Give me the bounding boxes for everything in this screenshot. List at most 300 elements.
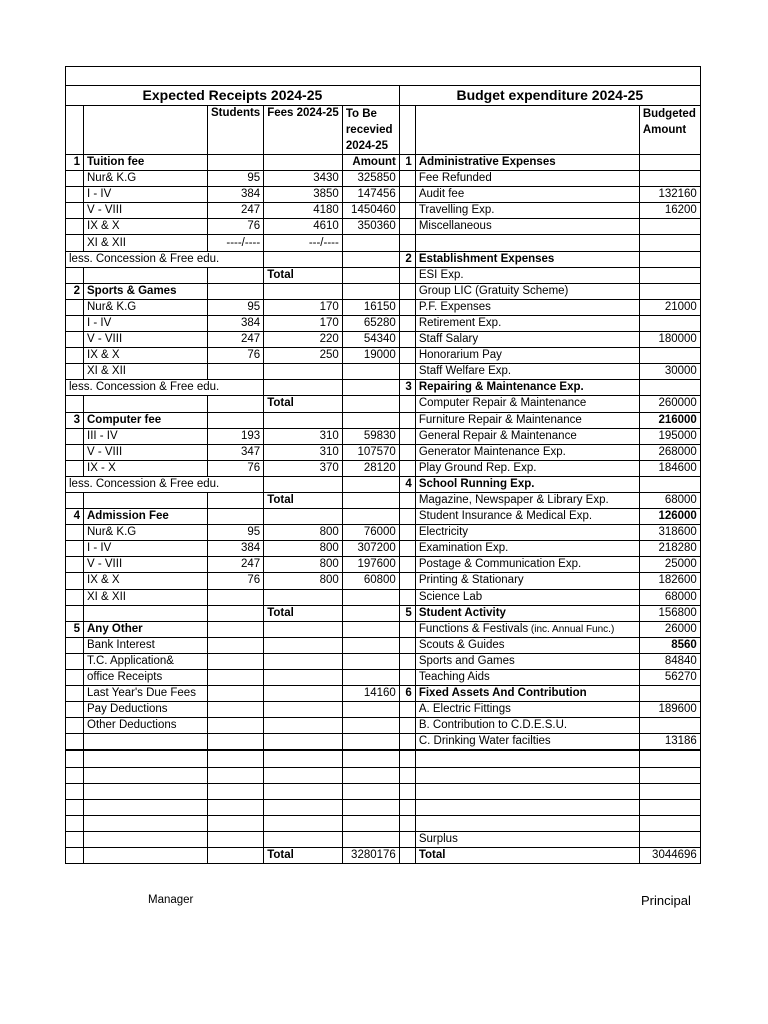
expense-label: Computer Repair & Maintenance <box>415 396 639 412</box>
table-row <box>66 734 701 751</box>
expense-label <box>415 815 639 831</box>
students-count <box>208 509 264 525</box>
receipt-number <box>66 267 84 283</box>
table-row <box>66 267 701 283</box>
concession-label: less. Concession & Free edu. <box>66 476 264 492</box>
students-count <box>208 783 264 799</box>
receipt-label: Pay Deductions <box>84 702 208 718</box>
budgeted-amount: 26000 <box>639 621 700 637</box>
receipt-label: I - IV <box>84 315 208 331</box>
expense-label <box>415 750 639 767</box>
expense-label: Scouts & Guides <box>415 637 639 653</box>
receipt-amount <box>342 364 399 380</box>
expense-number <box>399 444 415 460</box>
table-row <box>66 525 701 541</box>
expense-label: Teaching Aids <box>415 670 639 686</box>
students-count <box>208 492 264 508</box>
fee-amount <box>264 750 343 767</box>
expense-label: Audit fee <box>415 187 639 203</box>
fee-amount: 3850 <box>264 187 343 203</box>
budget-sheet <box>65 66 701 908</box>
fee-amount <box>264 364 343 380</box>
expense-number <box>399 219 415 235</box>
expense-number <box>399 428 415 444</box>
receipt-amount <box>342 815 399 831</box>
table-row <box>66 428 701 444</box>
receipt-number <box>66 428 84 444</box>
expense-number <box>399 831 415 847</box>
students-count <box>208 718 264 734</box>
receipt-label <box>84 848 208 864</box>
expense-number <box>399 460 415 476</box>
budgeted-amount: 132160 <box>639 187 700 203</box>
fee-amount: 170 <box>264 315 343 331</box>
receipt-number <box>66 299 84 315</box>
receipt-label <box>84 815 208 831</box>
receipt-label: IX - X <box>84 460 208 476</box>
table-row <box>66 219 701 235</box>
table-row <box>66 171 701 187</box>
expense-label: Miscellaneous <box>415 219 639 235</box>
table-row <box>66 848 701 864</box>
concession-label: less. Concession & Free edu. <box>66 380 264 396</box>
receipt-number <box>66 541 84 557</box>
fee-amount: Total <box>264 492 343 508</box>
students-count <box>208 815 264 831</box>
expense-label: Honorarium Pay <box>415 348 639 364</box>
expense-label: Student Activity <box>415 605 639 621</box>
expense-number <box>399 525 415 541</box>
receipt-amount: 147456 <box>342 187 399 203</box>
table-row <box>66 235 701 251</box>
expense-label: Postage & Communication Exp. <box>415 557 639 573</box>
students-count <box>208 799 264 815</box>
expense-number <box>399 509 415 525</box>
expense-number <box>399 332 415 348</box>
expense-label: Furniture Repair & Maintenance <box>415 412 639 428</box>
students-count <box>208 734 264 751</box>
fee-amount <box>264 412 343 428</box>
budgeted-amount: 126000 <box>639 509 700 525</box>
students-count: 76 <box>208 348 264 364</box>
table-row <box>66 155 701 171</box>
budgeted-amount <box>639 235 700 251</box>
students-count: 247 <box>208 203 264 219</box>
receipt-amount: 19000 <box>342 348 399 364</box>
expense-number <box>399 702 415 718</box>
receipt-amount: 60800 <box>342 573 399 589</box>
expense-label: Functions & Festivals (inc. Annual Func.) <box>415 621 639 637</box>
expense-number <box>399 396 415 412</box>
receipt-amount <box>342 476 399 492</box>
receipt-amount: 1450460 <box>342 203 399 219</box>
budgeted-amount <box>639 799 700 815</box>
top-blank-cell <box>66 67 701 86</box>
budgeted-amount: 56270 <box>639 670 700 686</box>
table-row <box>66 348 701 364</box>
fee-amount <box>264 831 343 847</box>
budgeted-amount <box>639 348 700 364</box>
receipt-label: XI & XII <box>84 364 208 380</box>
expense-label: Total <box>415 848 639 864</box>
receipt-amount <box>342 492 399 508</box>
students-count <box>208 412 264 428</box>
budgeted-amount: 16200 <box>639 203 700 219</box>
expense-label: Repairing & Maintenance Exp. <box>415 380 639 396</box>
students-count <box>208 283 264 299</box>
students-count: 95 <box>208 525 264 541</box>
budgeted-amount: 195000 <box>639 428 700 444</box>
column-header-row <box>66 106 701 155</box>
expense-label: Magazine, Newspaper & Library Exp. <box>415 492 639 508</box>
table-row <box>66 444 701 460</box>
table-row <box>66 492 701 508</box>
budgeted-amount: 68000 <box>639 492 700 508</box>
table-row <box>66 283 701 299</box>
manager-signature: Manager <box>148 894 194 906</box>
budgeted-amount <box>639 718 700 734</box>
budgeted-amount <box>639 750 700 767</box>
receipt-number <box>66 219 84 235</box>
students-count <box>208 831 264 847</box>
receipt-amount: 16150 <box>342 299 399 315</box>
budgeted-amount <box>639 283 700 299</box>
receipt-amount: 3280176 <box>342 848 399 864</box>
receipt-label: Tuition fee <box>84 155 208 171</box>
receipt-amount: 197600 <box>342 557 399 573</box>
students-count <box>208 364 264 380</box>
expense-label: Group LIC (Gratuity Scheme) <box>415 283 639 299</box>
students-count <box>208 848 264 864</box>
blank-header-cell <box>84 106 208 155</box>
table-row <box>66 380 701 396</box>
students-count <box>208 653 264 669</box>
receipt-label: III - IV <box>84 428 208 444</box>
table-row <box>66 509 701 525</box>
budgeted-amount: 260000 <box>639 396 700 412</box>
expense-label: P.F. Expenses <box>415 299 639 315</box>
table-row <box>66 589 701 605</box>
fee-amount <box>264 653 343 669</box>
fee-amount <box>264 589 343 605</box>
expense-label: A. Electric Fittings <box>415 702 639 718</box>
budgeted-amount: 218280 <box>639 541 700 557</box>
expense-label <box>415 799 639 815</box>
expense-label: Fixed Assets And Contribution <box>415 686 639 702</box>
receipt-number <box>66 235 84 251</box>
expense-label: Retirement Exp. <box>415 315 639 331</box>
expense-number <box>399 203 415 219</box>
budgeted-amount <box>639 267 700 283</box>
expense-number <box>399 621 415 637</box>
expense-label: Surplus <box>415 831 639 847</box>
fee-amount <box>264 476 343 492</box>
receipt-label: V - VIII <box>84 203 208 219</box>
receipt-amount <box>342 653 399 669</box>
budgeted-amount-header <box>639 106 700 155</box>
students-count: 193 <box>208 428 264 444</box>
budgeted-amount <box>639 767 700 783</box>
receipt-label <box>84 831 208 847</box>
fee-amount: 220 <box>264 332 343 348</box>
blank-header-cell <box>415 106 639 155</box>
table-row <box>66 299 701 315</box>
receipt-number <box>66 171 84 187</box>
receipt-number <box>66 315 84 331</box>
expense-label: General Repair & Maintenance <box>415 428 639 444</box>
students-count: 347 <box>208 444 264 460</box>
fee-amount: Total <box>264 396 343 412</box>
table-row <box>66 799 701 815</box>
students-count: 76 <box>208 573 264 589</box>
receipt-label <box>84 767 208 783</box>
expense-label: Examination Exp. <box>415 541 639 557</box>
fee-amount: 4180 <box>264 203 343 219</box>
top-blank-row <box>66 67 701 86</box>
students-count <box>208 396 264 412</box>
fee-amount: 800 <box>264 557 343 573</box>
expense-number <box>399 299 415 315</box>
expense-number <box>399 364 415 380</box>
receipt-amount <box>342 605 399 621</box>
fee-amount <box>264 815 343 831</box>
receipt-amount: 14160 <box>342 686 399 702</box>
receipt-number <box>66 348 84 364</box>
expense-number <box>399 541 415 557</box>
receipt-label: IX & X <box>84 573 208 589</box>
fee-amount: 800 <box>264 541 343 557</box>
receipt-amount: 54340 <box>342 332 399 348</box>
receipt-number <box>66 492 84 508</box>
expense-number <box>399 283 415 299</box>
receipt-label <box>84 799 208 815</box>
students-count: 384 <box>208 187 264 203</box>
budgeted-amount: 318600 <box>639 525 700 541</box>
expense-label: Establishment Expenses <box>415 251 639 267</box>
receipt-amount <box>342 509 399 525</box>
table-row <box>66 750 701 767</box>
receipt-amount: 65280 <box>342 315 399 331</box>
receipt-amount <box>342 767 399 783</box>
expense-label: Fee Refunded <box>415 171 639 187</box>
students-count <box>208 155 264 171</box>
budgeted-amount: 30000 <box>639 364 700 380</box>
fee-amount: Total <box>264 848 343 864</box>
budgeted-amount: 68000 <box>639 589 700 605</box>
receipt-number <box>66 203 84 219</box>
fee-amount: 4610 <box>264 219 343 235</box>
table-row <box>66 815 701 831</box>
fee-amount <box>264 637 343 653</box>
expense-label <box>415 767 639 783</box>
receipt-number: 5 <box>66 621 84 637</box>
receipt-amount: 59830 <box>342 428 399 444</box>
budgeted-amount: 156800 <box>639 605 700 621</box>
receipt-label <box>84 605 208 621</box>
receipt-amount <box>342 251 399 267</box>
fees-header: Fees 2024-25 <box>264 106 343 155</box>
receipt-label: V - VIII <box>84 332 208 348</box>
expense-number <box>399 348 415 364</box>
fee-amount <box>264 380 343 396</box>
receipt-label: Nur& K.G <box>84 299 208 315</box>
receipt-amount: 325850 <box>342 171 399 187</box>
students-count <box>208 686 264 702</box>
receipt-number <box>66 653 84 669</box>
receipt-number <box>66 589 84 605</box>
students-count <box>208 605 264 621</box>
expense-number <box>399 637 415 653</box>
receipt-label: Computer fee <box>84 412 208 428</box>
fee-amount: 3430 <box>264 171 343 187</box>
students-count: 384 <box>208 541 264 557</box>
table-row <box>66 332 701 348</box>
receipt-number: 3 <box>66 412 84 428</box>
expense-number <box>399 653 415 669</box>
students-count: ----/---- <box>208 235 264 251</box>
receipt-amount <box>342 750 399 767</box>
receipt-amount <box>342 831 399 847</box>
table-row <box>66 831 701 847</box>
receipt-label: office Receipts <box>84 670 208 686</box>
receipt-number <box>66 444 84 460</box>
expense-number <box>399 750 415 767</box>
budgeted-amount-text: Budgeted Amount <box>642 108 696 136</box>
budgeted-amount <box>639 815 700 831</box>
expense-label <box>415 235 639 251</box>
receipt-number <box>66 783 84 799</box>
receipt-label: IX & X <box>84 219 208 235</box>
principal-signature: Principal <box>641 893 691 908</box>
fee-amount <box>264 718 343 734</box>
expense-label: Staff Welfare Exp. <box>415 364 639 380</box>
table-row <box>66 718 701 734</box>
receipt-number <box>66 605 84 621</box>
receipt-amount <box>342 734 399 751</box>
receipt-number <box>66 670 84 686</box>
budgeted-amount <box>639 476 700 492</box>
receipt-amount <box>342 670 399 686</box>
expense-number: 1 <box>399 155 415 171</box>
budgeted-amount: 189600 <box>639 702 700 718</box>
receipt-number <box>66 573 84 589</box>
fee-amount <box>264 155 343 171</box>
receipt-number: 2 <box>66 283 84 299</box>
receipt-amount: 107570 <box>342 444 399 460</box>
table-row <box>66 573 701 589</box>
table-row <box>66 187 701 203</box>
expense-label: Staff Salary <box>415 332 639 348</box>
receipt-label: XI & XII <box>84 589 208 605</box>
expense-number: 6 <box>399 686 415 702</box>
expense-label: Student Insurance & Medical Exp. <box>415 509 639 525</box>
receipt-number <box>66 525 84 541</box>
receipt-label <box>84 267 208 283</box>
receipt-amount <box>342 235 399 251</box>
blank-header-cell <box>66 106 84 155</box>
receipt-label: Admission Fee <box>84 509 208 525</box>
receipt-number <box>66 750 84 767</box>
budgeted-amount: 184600 <box>639 460 700 476</box>
table-row <box>66 460 701 476</box>
table-row <box>66 605 701 621</box>
students-count: 76 <box>208 460 264 476</box>
table-row <box>66 783 701 799</box>
receipt-amount <box>342 702 399 718</box>
expense-number <box>399 187 415 203</box>
budgeted-amount <box>639 171 700 187</box>
fee-amount: ---/---- <box>264 235 343 251</box>
receipt-number <box>66 831 84 847</box>
fee-amount <box>264 799 343 815</box>
receipt-label: V - VIII <box>84 557 208 573</box>
budgeted-amount <box>639 155 700 171</box>
expenditure-title: Budget expenditure 2024-25 <box>399 86 700 106</box>
expense-number <box>399 815 415 831</box>
receipt-number <box>66 637 84 653</box>
expense-number <box>399 492 415 508</box>
expense-number <box>399 848 415 864</box>
students-count <box>208 767 264 783</box>
fee-amount <box>264 686 343 702</box>
receipt-number <box>66 332 84 348</box>
expense-number: 2 <box>399 251 415 267</box>
expense-number <box>399 670 415 686</box>
receipt-number <box>66 557 84 573</box>
budgeted-amount: 182600 <box>639 573 700 589</box>
receipt-amount <box>342 589 399 605</box>
receipt-amount <box>342 380 399 396</box>
receipt-label <box>84 783 208 799</box>
fee-amount: 170 <box>264 299 343 315</box>
students-count <box>208 702 264 718</box>
students-count: 247 <box>208 332 264 348</box>
expense-number <box>399 267 415 283</box>
receipt-number <box>66 460 84 476</box>
fee-amount: 800 <box>264 573 343 589</box>
expense-number <box>399 557 415 573</box>
receipt-label: XI & XII <box>84 235 208 251</box>
expense-number <box>399 573 415 589</box>
receipt-amount: 76000 <box>342 525 399 541</box>
table-row <box>66 412 701 428</box>
expense-number <box>399 315 415 331</box>
fee-amount: 310 <box>264 444 343 460</box>
fee-amount <box>264 767 343 783</box>
budgeted-amount: 180000 <box>639 332 700 348</box>
table-row <box>66 315 701 331</box>
budgeted-amount <box>639 686 700 702</box>
fee-amount <box>264 670 343 686</box>
fee-amount <box>264 621 343 637</box>
receipt-label: Other Deductions <box>84 718 208 734</box>
expense-label: Sports and Games <box>415 653 639 669</box>
table-row <box>66 670 701 686</box>
table-row <box>66 557 701 573</box>
blank-header-cell <box>399 106 415 155</box>
students-count <box>208 637 264 653</box>
expense-label: Electricity <box>415 525 639 541</box>
receipt-number: 4 <box>66 509 84 525</box>
receipt-number <box>66 799 84 815</box>
expense-number <box>399 412 415 428</box>
budget-table <box>65 66 701 864</box>
table-row <box>66 637 701 653</box>
students-header: Students <box>208 106 264 155</box>
receipt-label: Sports & Games <box>84 283 208 299</box>
expense-number <box>399 171 415 187</box>
expense-number <box>399 235 415 251</box>
